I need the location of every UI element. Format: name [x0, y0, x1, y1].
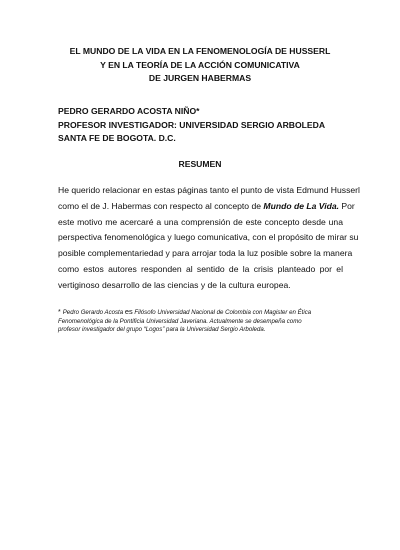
footnote-line-2: Fenomenológica de la Pontificia Universidad Javeriana. Actualmente se desempeña como: [58, 317, 302, 325]
abstract-heading: RESUMEN: [178, 159, 222, 169]
author-position: PROFESOR INVESTIGADOR: UNIVERSIDAD SERGIO ARBOLEDA: [58, 119, 326, 130]
abstract-line-2: [58, 199, 355, 215]
abstract-line-2-end: Por: [339, 200, 355, 211]
abstract-line-4: perspectiva fenomenológica y luego comunicativa, con el propósito de mirar su: [58, 232, 359, 243]
title-line-3: DE JURGEN HABERMAS: [148, 73, 252, 83]
abstract-line-1: He querido relacionar en estas páginas tanto el punto de vista Edmund Husserl: [58, 185, 360, 195]
footnote-line-1: [58, 308, 348, 318]
document-title: [0, 45, 400, 86]
title-line-2: Y EN LA TEORÍA DE LA ACCIÓN COMUNICATIVA: [100, 59, 300, 70]
abstract-line-2-start: como el de J. Habermas con respecto al concepto de: [58, 200, 264, 211]
footnote: [58, 308, 348, 335]
footnote-verb: es: [124, 307, 133, 316]
abstract-line-6: como estos autores responden al sentido de la crisis planteado por el: [58, 263, 343, 274]
abstract-line-3: este motivo me acercaré a una comprensión de este concepto desde una: [58, 216, 343, 227]
abstract-line-7: vertiginoso desarrollo de las ciencias y de la cultura europea.: [58, 279, 291, 290]
author-info: [58, 105, 325, 146]
author-location: SANTA FE DE BOGOTA. D.C.: [58, 133, 176, 143]
abstract-line-5: posible complementariedad y para arrojar toda la luz posible sobre la manera: [58, 248, 353, 259]
title-line-1: EL MUNDO DE LA VIDA EN LA FENOMENOLOGÍA DE HUSSERL: [69, 46, 331, 56]
footnote-author: Pedro Gerardo Acosta: [62, 309, 124, 316]
footnote-line-3: profesor investigador del grupo “Logos” para la Universidad Sergio Arboleda.: [58, 326, 266, 334]
abstract-body: [58, 183, 360, 294]
footnote-credentials: Filósofo Universidad Nacional de Colombia con Magister en Ética: [134, 309, 312, 316]
abstract-emphasis: Mundo de La Vida.: [263, 200, 340, 211]
author-name: PEDRO GERARDO ACOSTA NIÑO*: [58, 106, 200, 116]
footnote-marker: *: [58, 309, 61, 316]
